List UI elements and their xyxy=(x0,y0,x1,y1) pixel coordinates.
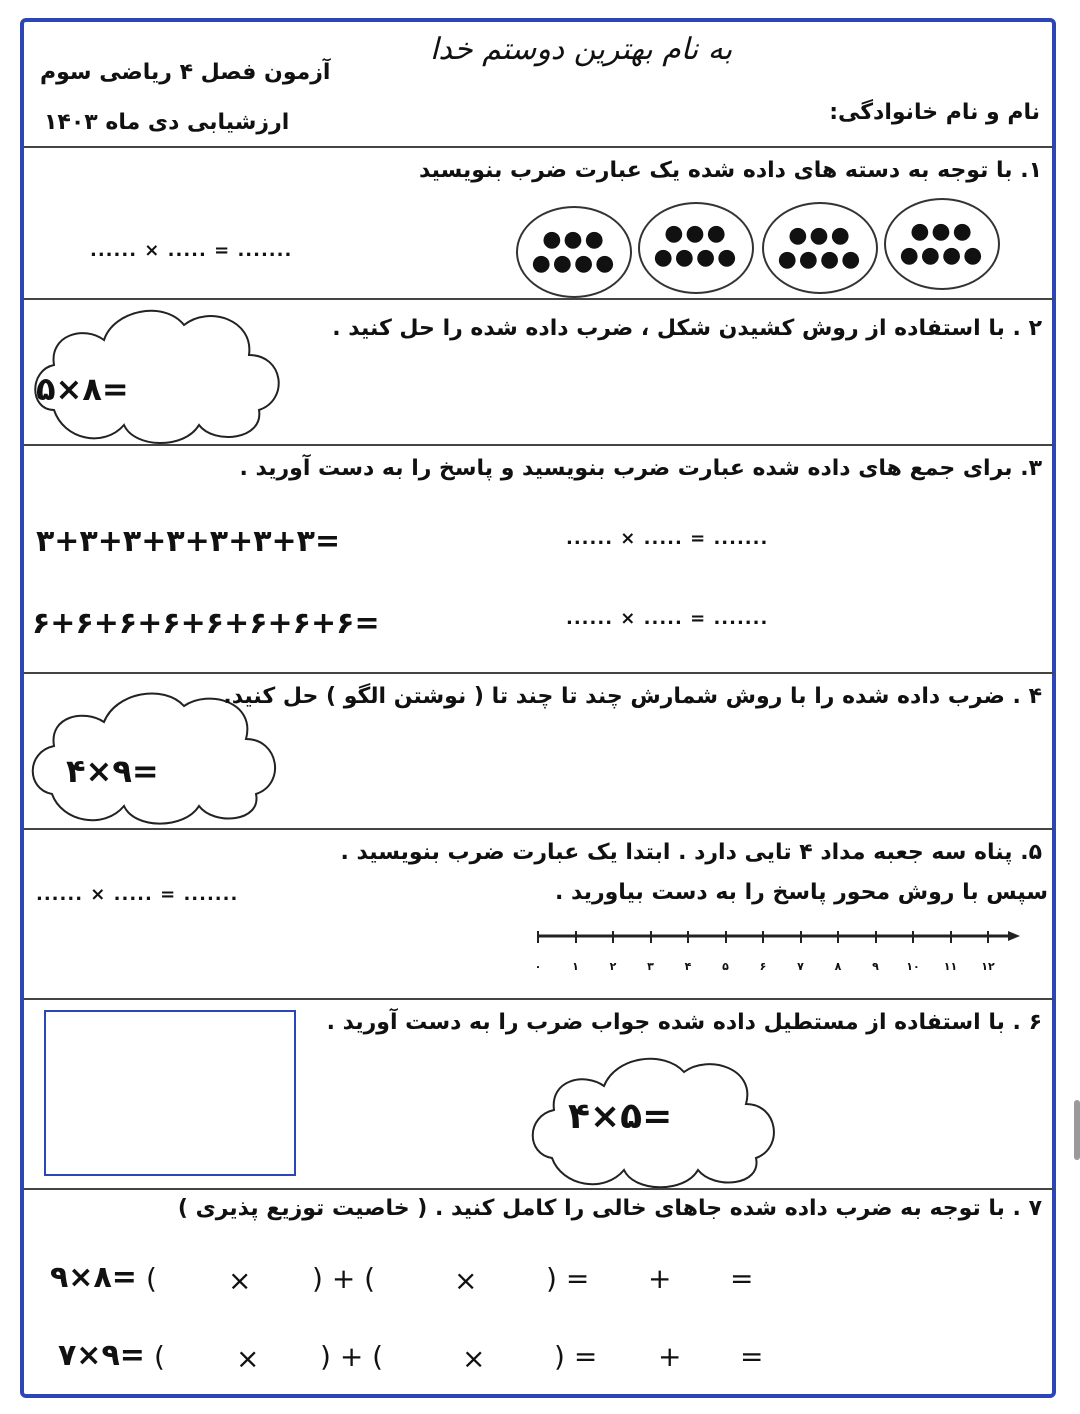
times-sign: × xyxy=(228,1264,252,1297)
question-6-expression: ۴×۵= xyxy=(568,1096,673,1137)
divider xyxy=(24,828,1054,830)
number-line-tick xyxy=(800,931,802,943)
plus-sign: + xyxy=(648,1262,672,1295)
times-sign: × xyxy=(454,1264,478,1297)
open-paren: ( xyxy=(154,1340,165,1373)
question-3-sum-1: ۳+۳+۳+۳+۳+۳+۳= xyxy=(36,524,341,559)
student-name-label: نام و نام خانوادگی: xyxy=(829,100,1040,125)
number-line-tick xyxy=(762,931,764,943)
exam-title: آزمون فصل ۴ ریاضی سوم xyxy=(40,60,331,85)
question-2-text: ۲ . با استفاده از روش کشیدن شکل ، ضرب داده شده را حل کنید . xyxy=(332,316,1042,341)
number-line-tick xyxy=(912,931,914,943)
question-4-text: ۴ . ضرب داده شده را با روش شمارش چند تا چند تا ( نوشتن الگو ) حل کنید. xyxy=(223,684,1042,709)
dots: ●●● ●●●● xyxy=(777,223,863,272)
divider xyxy=(24,672,1054,674)
number-line-label: ۱۱ xyxy=(943,960,958,973)
number-line-label: ۹ xyxy=(872,960,879,973)
question-7-text: ۷ . با توجه به ضرب داده شده جاهای خالی را کامل کنید . ( خاصیت توزیع پذیری ) xyxy=(177,1196,1042,1221)
paren-plus-paren: ) + ( xyxy=(312,1262,376,1295)
question-3-answer-blank-2[interactable]: ...... × ..... = ....... xyxy=(566,608,769,629)
dot-group xyxy=(638,202,754,294)
number-line-tick xyxy=(612,931,614,943)
question-7-row-2-lhs: ۷×۹= xyxy=(58,1338,145,1373)
number-line-tick xyxy=(987,931,989,943)
exam-date: ارزشیابی دی ماه ۱۴۰۳ xyxy=(44,110,290,135)
question-6-text: ۶ . با استفاده از مستطیل داده شده جواب ضرب را به دست آورید . xyxy=(326,1010,1042,1035)
dots: ●●● ●●●● xyxy=(531,227,617,276)
question-1-answer-blank[interactable]: ...... × ..... = ....... xyxy=(90,240,293,261)
number-line-tick xyxy=(725,931,727,943)
divider xyxy=(24,998,1054,1000)
dot-group xyxy=(762,202,878,294)
paren-equals: ) = xyxy=(546,1262,590,1295)
number-line-tick xyxy=(875,931,877,943)
scrollbar[interactable] xyxy=(1074,1100,1080,1160)
open-paren: ( xyxy=(146,1262,157,1295)
number-line-label: ۷ xyxy=(797,960,804,973)
question-5-text-1: ۵. پناه سه جعبه مداد ۴ تایی دارد . ابتدا یک عبارت ضرب بنویسید . xyxy=(340,840,1042,865)
number-line-tick xyxy=(650,931,652,943)
number-line-label: ۲ xyxy=(609,960,617,973)
paren-plus-paren: ) + ( xyxy=(320,1340,384,1373)
dots: ●●● ●●●● xyxy=(653,221,739,270)
divider xyxy=(24,1188,1054,1190)
paren-equals: ) = xyxy=(554,1340,598,1373)
number-line-label: ۴ xyxy=(684,960,692,973)
number-line-tick xyxy=(537,931,539,943)
question-3-sum-2: ۶+۶+۶+۶+۶+۶+۶+۶= xyxy=(32,606,380,641)
question-3-text: ۳. برای جمع های داده شده عبارت ضرب بنویسید و پاسخ را به دست آورید . xyxy=(239,456,1042,481)
dot-group xyxy=(516,206,632,298)
dot-group xyxy=(884,198,1000,290)
times-sign: × xyxy=(462,1342,486,1375)
number-line-label: ۱۲ xyxy=(981,960,995,973)
question-5-text-2: سپس با روش محور پاسخ را به دست بیاورید . xyxy=(554,880,1048,905)
number-line-label: ۸ xyxy=(834,960,842,973)
number-line-tick xyxy=(837,931,839,943)
divider xyxy=(24,444,1054,446)
equals-sign: = xyxy=(740,1340,764,1373)
number-line-label: ۶ xyxy=(759,960,767,973)
number-line-label: ۱۰ xyxy=(906,960,920,973)
number-line-tick xyxy=(950,931,952,943)
plus-sign: + xyxy=(658,1340,682,1373)
number-line-label: ۱ xyxy=(572,960,579,973)
number-line-label: ۵ xyxy=(722,960,729,973)
question-4-expression: ۴×۹= xyxy=(66,752,159,790)
question-2-expression: ۵×۸= xyxy=(36,370,129,408)
times-sign: × xyxy=(236,1342,260,1375)
question-7-row-1-lhs: ۹×۸= xyxy=(50,1260,137,1295)
question-5-answer-blank[interactable]: ...... × ..... = ....... xyxy=(36,884,239,905)
number-line-label: ۰ xyxy=(534,960,542,973)
question-1-text: ۱. با توجه به دسته های داده شده یک عبارت ضرب بنویسید xyxy=(418,158,1042,183)
equals-sign: = xyxy=(730,1262,754,1295)
number-line-label: ۳ xyxy=(647,960,654,973)
question-3-answer-blank-1[interactable]: ...... × ..... = ....... xyxy=(566,528,769,549)
answer-rectangle[interactable] xyxy=(44,1010,296,1176)
number-line-tick xyxy=(687,931,689,943)
divider xyxy=(24,146,1054,148)
number-line-tick xyxy=(575,931,577,943)
page-title: به نام بهترین دوستم خدا xyxy=(430,32,733,67)
dots: ●●● ●●●● xyxy=(899,219,985,268)
